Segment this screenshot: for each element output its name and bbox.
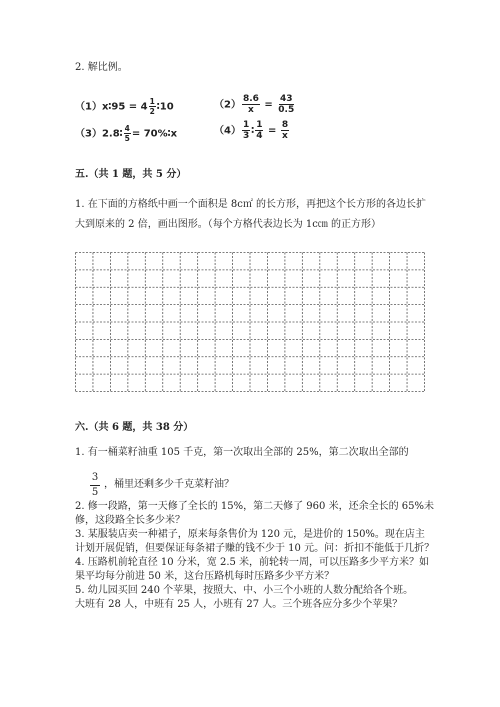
fraction-denominator: x	[282, 131, 288, 141]
fraction-denominator: 5	[124, 134, 130, 143]
section-5-question-1-line-2: 大到原来的 2 倍，画出图形。（每个方格代表边长为 1c㎝ 的正方形）	[75, 219, 382, 230]
fraction-denominator: 5	[91, 487, 99, 498]
section-6-question-5-line-2: 大班有 28 人，中班有 25 人，小班有 27 人。三个班各应分多少个苹果？	[75, 599, 403, 610]
section-6-question-4-line-1: 4. 压路机前轮直径 10 分米，宽 2.5 米，前轮转一周，可以压路多少平方米？如	[75, 557, 430, 568]
section-5-title: 五.（共 1 题，共 5 分）	[75, 169, 187, 180]
proportion-2	[214, 94, 296, 115]
proportion-1-label: （1）	[75, 101, 102, 113]
fraction-numerator: 4	[124, 124, 130, 133]
proportion-3-label: （3）	[75, 128, 102, 140]
proportion-1-post: ∶10	[156, 101, 174, 113]
section-6-question-4-line-2: 果平均每分前进 50 米，这台压路机每时压路多少平方米？	[75, 571, 335, 582]
proportion-4	[214, 120, 290, 141]
fraction-denominator: 2	[149, 107, 155, 116]
proportion-2-label: （2）	[214, 99, 241, 111]
equals-sign: =	[264, 99, 273, 111]
section-6-question-5-line-1: 5. 幼儿园买回 240 个苹果，按照大、中、小三个小班的人数分配给各个班。	[75, 585, 414, 596]
fraction-denominator: 0.5	[278, 105, 295, 115]
fraction-numerator: 43	[279, 94, 293, 104]
proportion-3-post: = 70%∶x	[131, 128, 178, 140]
fraction-numerator: 8	[281, 120, 289, 130]
proportion-1-fraction	[149, 97, 156, 116]
fraction-numerator: 1	[149, 97, 155, 106]
fraction-numerator: 1	[242, 120, 250, 130]
fraction-denominator: x	[248, 105, 254, 115]
section-6-question-3-line-2: 计划开展促销，但要保证每条裙子赚的钱不少于 10 元。问：折扣不能低于几折？	[75, 543, 435, 554]
proportion-3-pre: 2.8∶	[101, 128, 123, 140]
fraction-bar	[90, 485, 100, 486]
section-6-question-2-line-1: 2. 修一段路，第一天修了全长的 15%，第二天修了 960 米，还余全长的 65%未	[75, 501, 434, 512]
proportion-2-left-fraction	[242, 94, 260, 115]
proportion-1	[75, 97, 174, 116]
proportion-4-label: （4）	[214, 125, 241, 137]
question-1-fraction	[90, 472, 100, 499]
graph-paper-grid[interactable]	[75, 252, 425, 392]
proportion-4-c-fraction	[281, 120, 289, 141]
section-6-question-1-line-2: ，桶里还剩多少千克菜籽油？	[104, 479, 234, 490]
proportion-4-b-fraction	[255, 120, 263, 141]
fraction-denominator: 4	[256, 131, 263, 141]
ratio-sign: ∶	[251, 125, 255, 137]
section-5-question-1-line-1: 1. 在下面的方格纸中画一个面积是 8c㎡ 的长方形，再把这个长方形的各边长扩	[75, 199, 427, 210]
proportion-3-fraction	[124, 124, 131, 143]
proportion-1-pre: x∶95 = 4	[101, 101, 148, 113]
section-6-question-1-line-1: 1. 有一桶菜籽油重 105 千克，第一次取出全部的 25%，第二次取出全部的	[75, 447, 409, 458]
proportion-2-right-fraction	[277, 94, 295, 115]
fraction-denominator: 3	[242, 131, 250, 141]
fraction-numerator: 8.6	[242, 94, 259, 104]
equals-sign: =	[267, 125, 277, 137]
fraction-numerator: 3	[91, 472, 99, 483]
graph-paper-svg[interactable]	[75, 252, 425, 392]
proportion-4-a-fraction	[242, 120, 250, 141]
question-2-label: 2. 解比例。	[75, 62, 128, 73]
proportion-3	[75, 124, 177, 143]
section-6-question-2-line-2: 修，这段路全长多少米？	[75, 515, 185, 526]
fraction-numerator: 1	[256, 120, 263, 130]
section-6-question-3-line-1: 3. 某服装店卖一种裙子，原来每条售价为 120 元，是进价的 150%。现在店主	[75, 529, 425, 540]
section-6-title: 六.（共 6 题，共 38 分）	[75, 422, 194, 433]
